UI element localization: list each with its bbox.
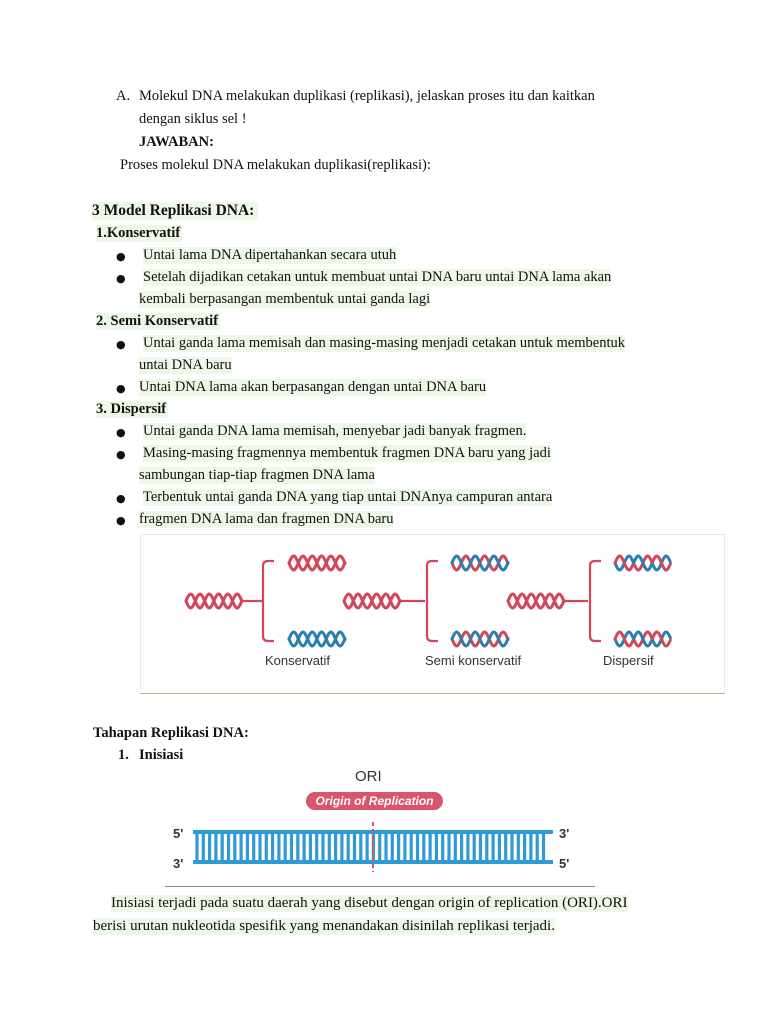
bullet-icon: ●: [116, 250, 126, 263]
bracket-semi-konservatif: [400, 561, 438, 641]
bullet-icon: ●: [116, 272, 126, 285]
model-2-title: 2. Semi Konservatif: [96, 313, 219, 329]
dna-helix-semi-bottom: [452, 632, 508, 646]
dna-helix-konservatif-new: [289, 632, 345, 646]
question-line-2: dengan siklus sel !: [139, 111, 247, 127]
model-3-bullet-3: Terbentuk untai ganda DNA yang tiap untai DNAnya campuran antara: [143, 489, 553, 505]
model-2-bullet-1-line-1: Untai ganda lama memisah dan masing-masing menjadi cetakan untuk membentuk: [143, 335, 625, 351]
question-marker: A.: [116, 88, 131, 104]
label-semi-konservatif: Semi konservatif: [425, 653, 522, 668]
stage-1-title: Inisiasi: [139, 747, 184, 763]
bullet-icon: ●: [116, 426, 126, 439]
model-1-title: 1.Konservatif: [96, 225, 181, 241]
bullet-icon: ●: [116, 382, 126, 395]
dna-helix-konservatif-old: [289, 556, 345, 570]
model-1-bullet-2-line-2: kembali berpasangan membentuk untai ganda lagi: [139, 291, 431, 307]
bullet-icon: ●: [116, 338, 126, 351]
ori-label: ORI: [355, 768, 382, 785]
bullet-icon: ●: [116, 448, 126, 461]
paragraph-line-2: berisi urutan nukleotida spesifik yang menandakan disinilah replikasi terjadi.: [93, 918, 555, 934]
model-3-bullet-2-line-1: Masing-masing fragmennya membentuk fragmen DNA baru yang jadi: [143, 445, 551, 461]
model-3-title: 3. Dispersif: [96, 401, 167, 417]
model-3-bullet-4: fragmen DNA lama dan fragmen DNA baru: [139, 511, 394, 527]
dna-ladder: [165, 766, 595, 886]
paragraph-line-1: Inisiasi terjadi pada suatu daerah yang disebut dengan origin of replication (ORI).ORI: [111, 895, 628, 911]
label-top-right: 3': [559, 826, 570, 841]
replication-models-figure: [140, 534, 725, 694]
label-konservatif: Konservatif: [265, 653, 331, 668]
model-3-bullet-1: Untai ganda DNA lama memisah, menyebar jadi banyak fragmen.: [143, 423, 527, 439]
answer-intro: Proses molekul DNA melakukan duplikasi(replikasi):: [120, 157, 431, 173]
origin-badge-label: Origin of Replication: [315, 794, 434, 808]
dna-helix-dispersif-parent: [508, 594, 564, 608]
dna-helix-parent: [186, 594, 242, 608]
label-dispersif: Dispersif: [603, 653, 654, 668]
label-bottom-left: 3': [173, 856, 184, 871]
origin-of-replication-figure: [165, 766, 595, 887]
bracket-konservatif: [242, 561, 274, 641]
question-line-1: Molekul DNA melakukan duplikasi (replikasi), jelaskan proses itu dan kaitkan: [139, 88, 595, 104]
dna-helix-dispersif-top: [615, 556, 670, 570]
dna-helix-semi-top: [452, 556, 508, 570]
dna-helix-dispersif-bottom: [615, 632, 670, 646]
models-heading: 3 Model Replikasi DNA:: [92, 202, 258, 220]
model-2-bullet-2: Untai DNA lama akan berpasangan dengan untai DNA baru: [139, 379, 487, 395]
bracket-dispersif: [564, 561, 601, 641]
bullet-icon: ●: [116, 492, 126, 505]
stages-heading: Tahapan Replikasi DNA:: [93, 725, 249, 741]
model-2-bullet-1-line-2: untai DNA baru: [139, 357, 232, 373]
label-bottom-right: 5': [559, 856, 570, 871]
label-top-left: 5': [173, 826, 184, 841]
model-3-bullet-2-line-2: sambungan tiap-tiap fragmen DNA lama: [139, 467, 375, 483]
stage-1-number: 1.: [118, 747, 129, 763]
model-1-bullet-1: Untai lama DNA dipertahankan secara utuh: [143, 247, 397, 263]
answer-label: JAWABAN:: [139, 134, 214, 150]
dna-helix-semi-parent: [344, 594, 400, 608]
bullet-icon: ●: [116, 514, 126, 527]
model-1-bullet-2-line-1: Setelah dijadikan cetakan untuk membuat untai DNA baru untai DNA lama akan: [143, 269, 612, 285]
